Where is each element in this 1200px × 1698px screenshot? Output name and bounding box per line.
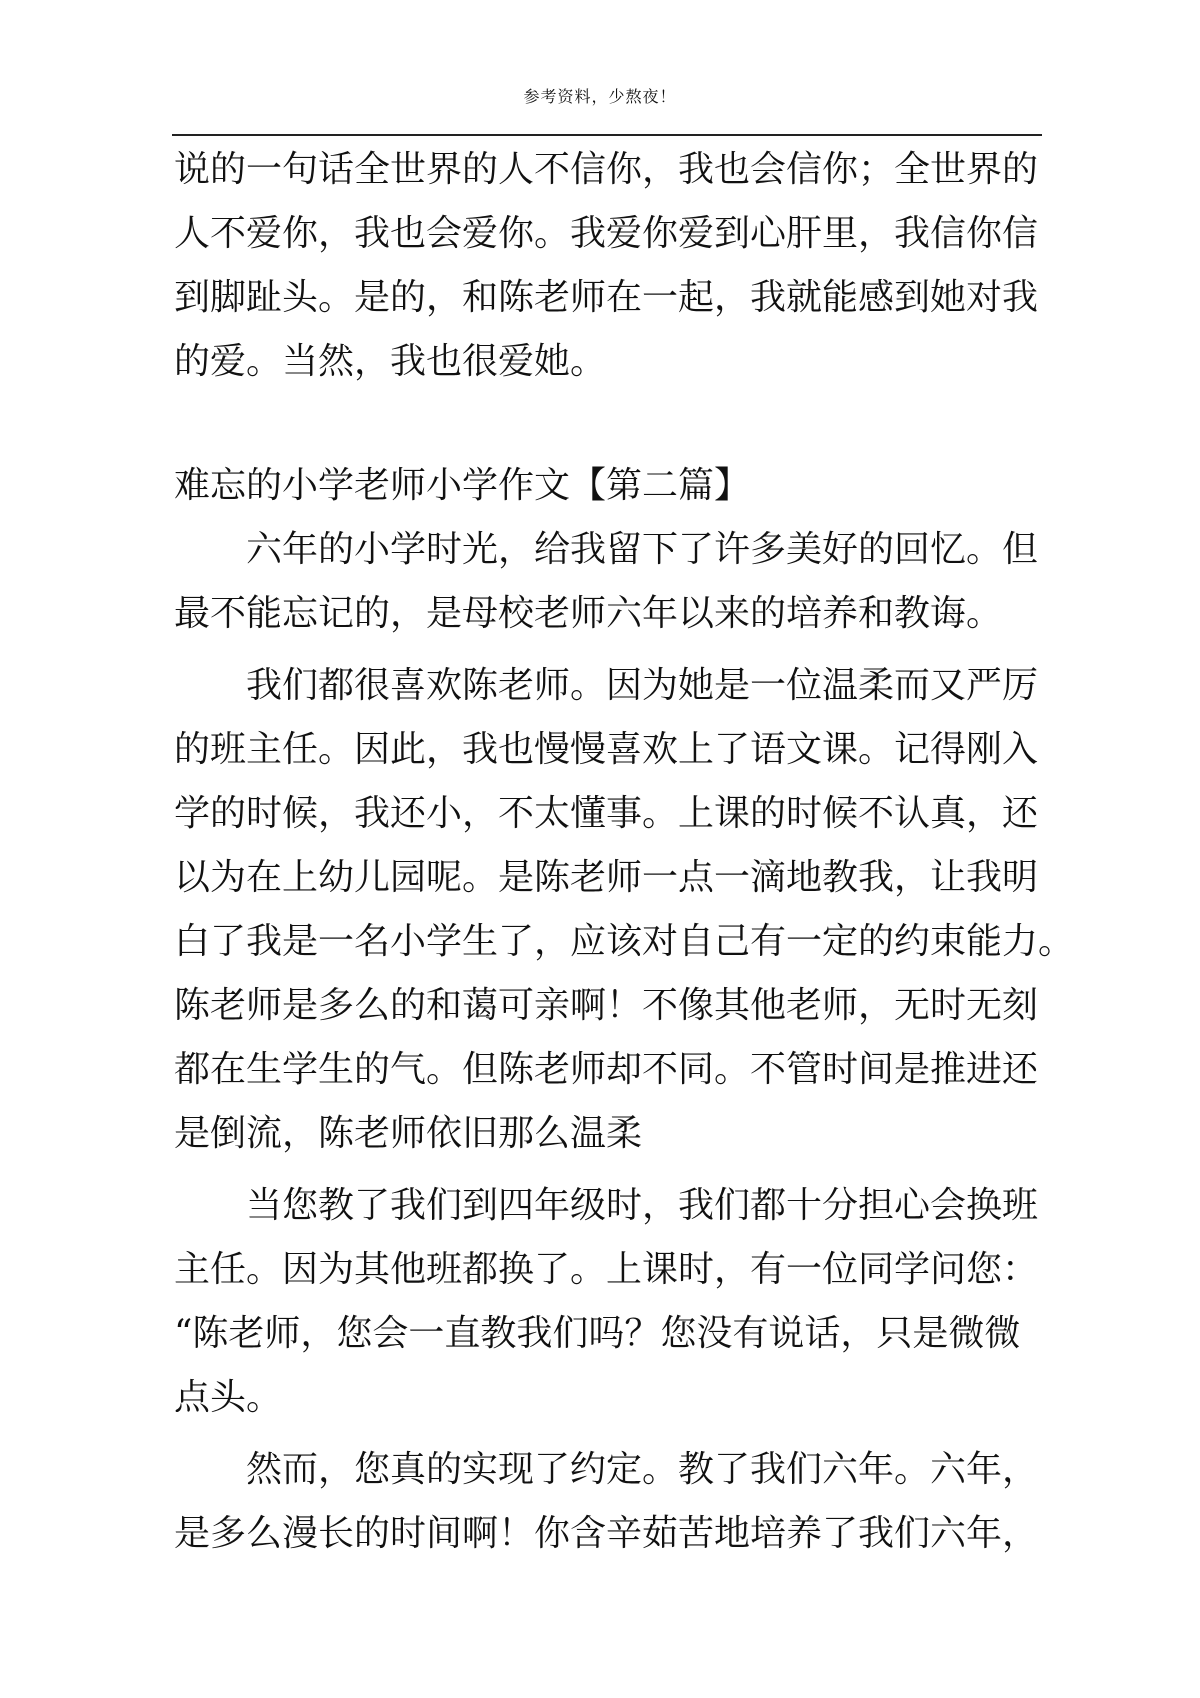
section-title: 难忘的小学老师小学作文【第二篇】 [174, 465, 751, 506]
text-line: 到脚趾头。是的，和陈老师在一起，我就能感到她对我 [174, 277, 1039, 318]
text-line: 以为在上幼儿园呢。是陈老师一点一滴地教我，让我明 [174, 857, 1039, 898]
paragraph-gap [174, 394, 1044, 454]
paragraph-1 [174, 518, 1044, 646]
paragraph-3 [174, 1174, 1044, 1430]
text-line: 当您教了我们到四年级时，我们都十分担心会换班 [174, 1185, 1039, 1226]
paragraph-2 [174, 654, 1075, 1166]
text-line: 说的一句话全世界的人不信你，我也会信你；全世界的 [174, 149, 1039, 190]
text-line: “陈老师，您会一直教我们吗？您没有说话，只是微微 [174, 1313, 1021, 1354]
continuation-paragraph [174, 138, 1044, 394]
text-line: 陈老师是多么的和蔼可亲啊！不像其他老师，无时无刻 [174, 985, 1039, 1026]
text-line: 然而，您真的实现了约定。教了我们六年。六年， [174, 1449, 1039, 1490]
text-line: 都在生学生的气。但陈老师却不同。不管时间是推进还 [174, 1049, 1039, 1090]
text-line: 主任。因为其他班都换了。上课时，有一位同学问您： [174, 1249, 1039, 1290]
text-line: 是多么漫长的时间啊！你含辛茹苦地培养了我们六年， [174, 1513, 1039, 1554]
text-line: 人不爱你，我也会爱你。我爱你爱到心肝里，我信你信 [174, 213, 1039, 254]
text-line: 最不能忘记的，是母校老师六年以来的培养和教诲。 [174, 593, 1003, 634]
text-line: 点头。 [174, 1377, 283, 1418]
text-line: 是倒流，陈老师依旧那么温柔 [174, 1113, 643, 1154]
header-text: 参考资料，少熬夜！ [523, 87, 677, 106]
text-line: 我们都很喜欢陈老师。因为她是一位温柔而又严厉 [174, 665, 1039, 706]
document-body [174, 138, 1075, 1566]
text-line: 学的时候，我还小，不太懂事。上课的时候不认真，还 [174, 793, 1039, 834]
text-line: 白了我是一名小学生了，应该对自己有一定的约束能力。 [174, 921, 1075, 962]
text-line: 的爱。当然，我也很爱她。 [174, 341, 607, 382]
text-line: 的班主任。因此，我也慢慢喜欢上了语文课。记得刚入 [174, 729, 1039, 770]
page-header [0, 84, 1200, 107]
paragraph-4 [174, 1438, 1044, 1566]
header-divider [172, 134, 1042, 136]
text-line: 六年的小学时光，给我留下了许多美好的回忆。但 [174, 529, 1039, 570]
